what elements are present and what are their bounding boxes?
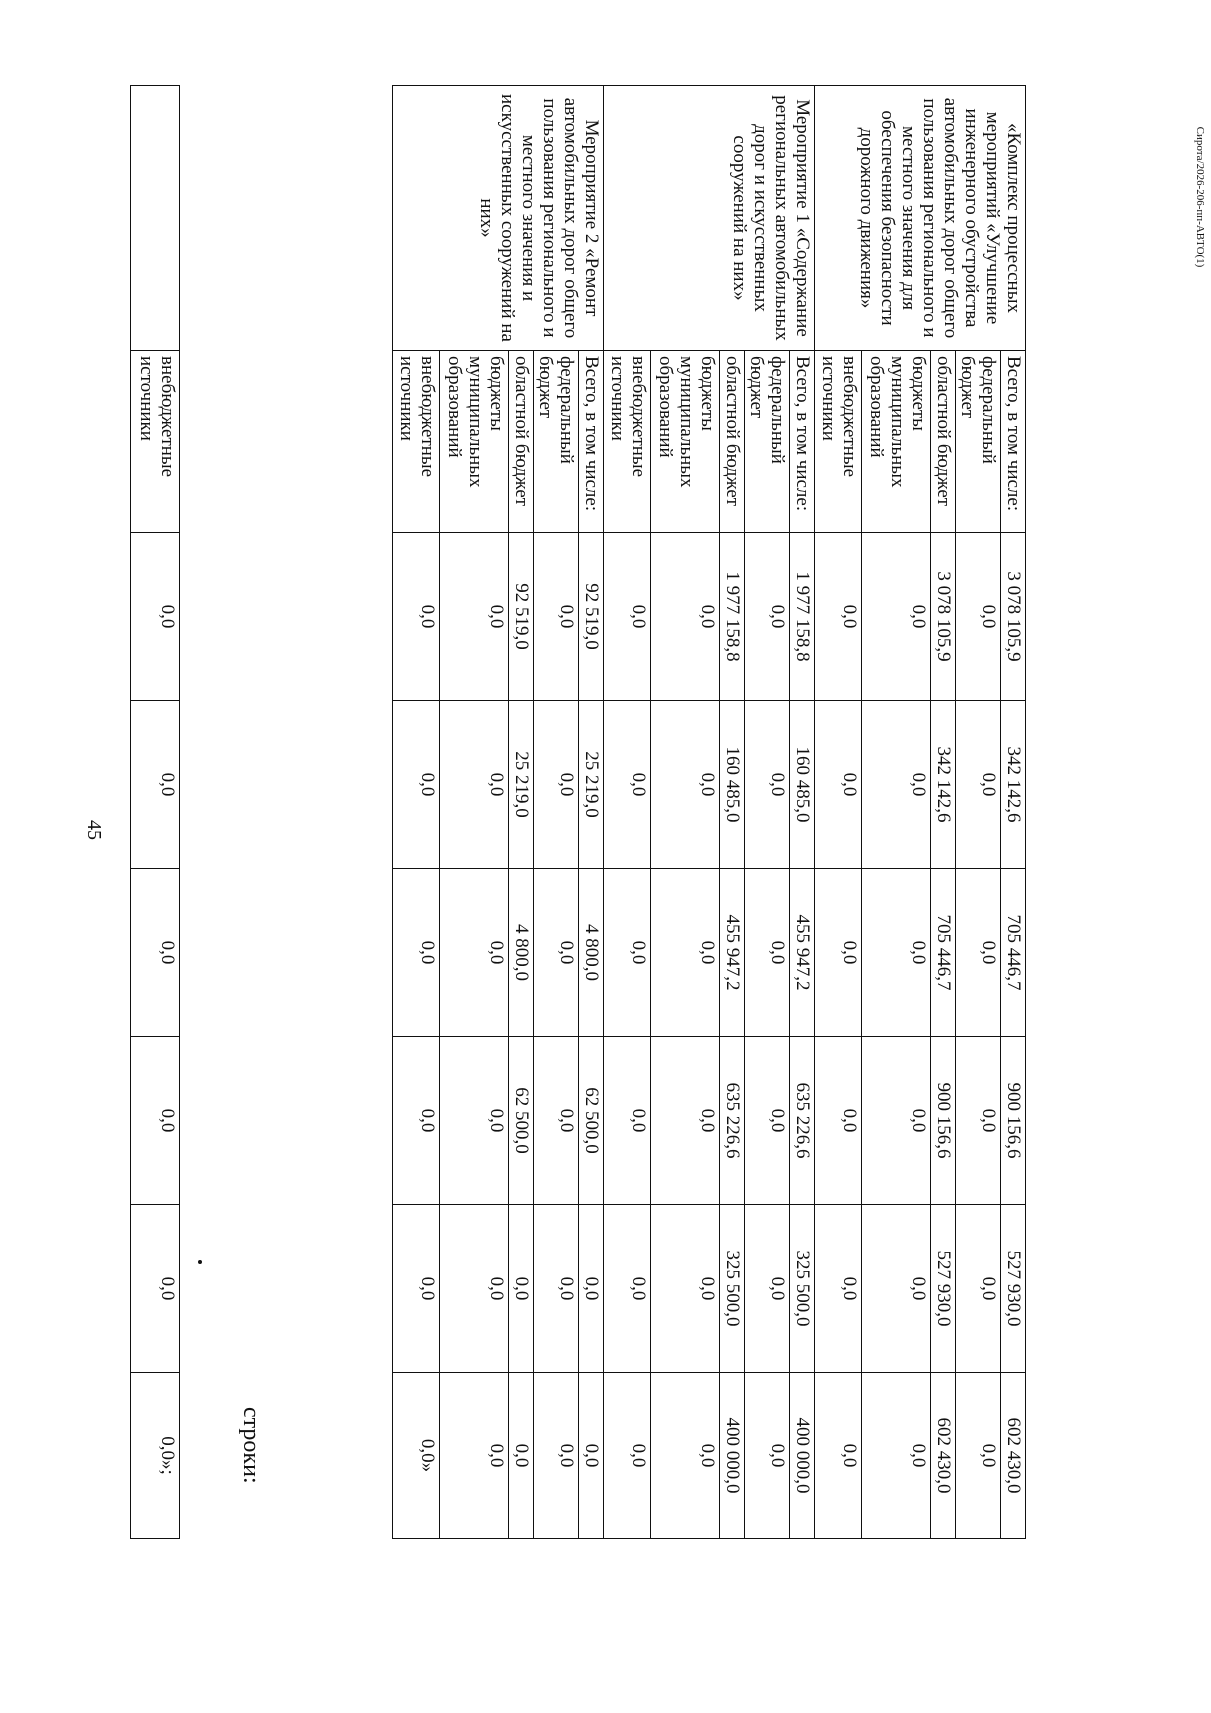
value-cell: 342 142,6 — [1001, 701, 1026, 869]
value-cell: 3 078 105,9 — [1001, 533, 1026, 701]
value-cell: 0,0 — [956, 701, 1001, 869]
value-cell: 0,0 — [651, 1373, 720, 1539]
value-cell: 0,0 — [604, 533, 651, 701]
table-row — [579, 86, 604, 1539]
value-cell: 62 500,0 — [579, 1037, 604, 1205]
table-row — [790, 86, 815, 1539]
value-cell: 0,0 — [651, 1205, 720, 1373]
value-cell: 602 430,0 — [931, 1373, 956, 1539]
value-cell: 0,0 — [604, 1373, 651, 1539]
source-cell: областной бюджет — [931, 351, 956, 533]
value-cell: 160 485,0 — [790, 701, 815, 869]
value-cell: 0,0 — [815, 1373, 862, 1539]
value-cell: 0,0 — [509, 1205, 534, 1373]
page-number: 45 — [83, 820, 105, 840]
value-cell: 0,0 — [651, 869, 720, 1037]
value-cell: 400 000,0 — [720, 1373, 745, 1539]
value-cell: 0,0 — [131, 1037, 180, 1205]
value-cell: 0,0 — [393, 1205, 440, 1373]
value-cell: 0,0 — [131, 869, 180, 1037]
value-cell: 0,0 — [393, 701, 440, 869]
value-cell: 0,0 — [745, 1373, 790, 1539]
value-cell: 0,0 — [440, 533, 509, 701]
funding-table — [392, 85, 1026, 1539]
source-cell: федеральный бюджет — [534, 351, 579, 533]
value-cell: 325 500,0 — [790, 1205, 815, 1373]
value-cell: 0,0 — [651, 533, 720, 701]
value-cell: 0,0 — [651, 701, 720, 869]
source-cell: областной бюджет — [720, 351, 745, 533]
value-cell: 0,0 — [815, 869, 862, 1037]
value-cell: 400 000,0 — [790, 1373, 815, 1539]
measure-name-cell: «Комплекс процессных мероприятий «Улучшение инженерного обустройства автомобильных дорог общего пользования регионального и местного значения для обеспечения безопасности дорожного движения» — [815, 86, 1026, 351]
value-cell: 4 800,0 — [579, 869, 604, 1037]
measure-name-cell: Мероприятие 2 «Ремонт автомобильных дорог общего пользования регионального и местного значения и искусственных сооружений на них» — [393, 86, 604, 351]
value-cell: 325 500,0 — [720, 1205, 745, 1373]
section-heading: строки: — [238, 1407, 264, 1484]
value-cell: 0,0 — [862, 1037, 931, 1205]
source-cell: Всего, в том числе: — [1001, 351, 1026, 533]
source-cell: внебюджетные источники — [131, 351, 180, 533]
value-cell: 0,0 — [579, 1205, 604, 1373]
value-cell: 0,0 — [862, 533, 931, 701]
source-cell: областной бюджет — [509, 351, 534, 533]
value-cell: 0,0 — [862, 701, 931, 869]
value-cell: 0,0 — [534, 1205, 579, 1373]
value-cell: 0,0 — [815, 1037, 862, 1205]
value-cell: 527 930,0 — [931, 1205, 956, 1373]
value-cell: 0,0 — [604, 701, 651, 869]
value-cell: 0,0» — [393, 1373, 440, 1539]
rotated-page-content — [126, 85, 1026, 1538]
value-cell: 0,0 — [745, 701, 790, 869]
value-cell: 0,0 — [745, 1205, 790, 1373]
value-cell: 25 219,0 — [579, 701, 604, 869]
value-cell: 92 519,0 — [579, 533, 604, 701]
value-cell: 0,0 — [862, 1373, 931, 1539]
value-cell: 0,0 — [534, 1373, 579, 1539]
value-cell: 455 947,2 — [790, 869, 815, 1037]
value-cell: 62 500,0 — [509, 1037, 534, 1205]
source-cell: бюджеты муниципальных образований — [651, 351, 720, 533]
source-cell: Всего, в том числе: — [579, 351, 604, 533]
value-cell: 0,0 — [604, 1205, 651, 1373]
value-cell: 0,0 — [745, 1037, 790, 1205]
value-cell: 0,0 — [534, 1037, 579, 1205]
value-cell: 0,0 — [440, 701, 509, 869]
source-cell: внебюджетные источники — [604, 351, 651, 533]
empty-cell — [131, 86, 180, 351]
value-cell: 0,0 — [956, 1037, 1001, 1205]
value-cell: 1 977 158,8 — [720, 533, 745, 701]
value-cell: 0,0 — [815, 701, 862, 869]
value-cell: 0,0 — [862, 1205, 931, 1373]
value-cell: 342 142,6 — [931, 701, 956, 869]
value-cell: 0,0 — [956, 1205, 1001, 1373]
value-cell: 0,0 — [604, 869, 651, 1037]
value-cell: 0,0 — [956, 533, 1001, 701]
table-row — [131, 86, 180, 1539]
value-cell: 0,0 — [440, 1037, 509, 1205]
value-cell: 3 078 105,9 — [931, 533, 956, 701]
source-cell: Всего, в том числе: — [790, 351, 815, 533]
source-cell: бюджеты муниципальных образований — [862, 351, 931, 533]
table-row — [1001, 86, 1026, 1539]
value-cell: 92 519,0 — [509, 533, 534, 701]
value-cell: 635 226,6 — [720, 1037, 745, 1205]
value-cell: 0,0 — [956, 869, 1001, 1037]
source-cell: внебюджетные источники — [393, 351, 440, 533]
value-cell: 900 156,6 — [1001, 1037, 1026, 1205]
value-cell: 0,0 — [509, 1373, 534, 1539]
document-code: Сирота/2026-206-пп-АВТО(1) — [1194, 126, 1206, 268]
value-cell: 455 947,2 — [720, 869, 745, 1037]
source-cell: федеральный бюджет — [745, 351, 790, 533]
value-cell: 527 930,0 — [1001, 1205, 1026, 1373]
value-cell: 0,0 — [745, 533, 790, 701]
value-cell: 0,0 — [440, 869, 509, 1037]
value-cell: 4 800,0 — [509, 869, 534, 1037]
value-cell: 0,0 — [534, 701, 579, 869]
value-cell: 0,0 — [956, 1373, 1001, 1539]
value-cell: 0,0 — [393, 1037, 440, 1205]
value-cell: 0,0»; — [131, 1373, 180, 1539]
value-cell: 0,0 — [393, 533, 440, 701]
value-cell: 0,0 — [131, 701, 180, 869]
source-cell: федеральный бюджет — [956, 351, 1001, 533]
value-cell: 0,0 — [440, 1373, 509, 1539]
value-cell: 635 226,6 — [790, 1037, 815, 1205]
value-cell: 160 485,0 — [720, 701, 745, 869]
value-cell: 0,0 — [815, 1205, 862, 1373]
previous-row-table — [130, 85, 180, 1539]
value-cell: 0,0 — [579, 1373, 604, 1539]
value-cell: 0,0 — [651, 1037, 720, 1205]
value-cell: 0,0 — [815, 533, 862, 701]
value-cell: 1 977 158,8 — [790, 533, 815, 701]
value-cell: 0,0 — [604, 1037, 651, 1205]
source-cell: внебюджетные источники — [815, 351, 862, 533]
value-cell: 0,0 — [862, 869, 931, 1037]
value-cell: 0,0 — [534, 533, 579, 701]
source-cell: бюджеты муниципальных образований — [440, 351, 509, 533]
value-cell: 0,0 — [131, 1205, 180, 1373]
value-cell: 0,0 — [534, 869, 579, 1037]
value-cell: 0,0 — [393, 869, 440, 1037]
value-cell: 900 156,6 — [931, 1037, 956, 1205]
value-cell: 602 430,0 — [1001, 1373, 1026, 1539]
value-cell: 0,0 — [745, 869, 790, 1037]
value-cell: 0,0 — [131, 533, 180, 701]
value-cell: 705 446,7 — [931, 869, 956, 1037]
value-cell: 0,0 — [440, 1205, 509, 1373]
value-cell: 25 219,0 — [509, 701, 534, 869]
value-cell: 705 446,7 — [1001, 869, 1026, 1037]
measure-name-cell: Мероприятие 1 «Содержание региональных автомобильных дорог и искусственных сооружений на них» — [604, 86, 815, 351]
